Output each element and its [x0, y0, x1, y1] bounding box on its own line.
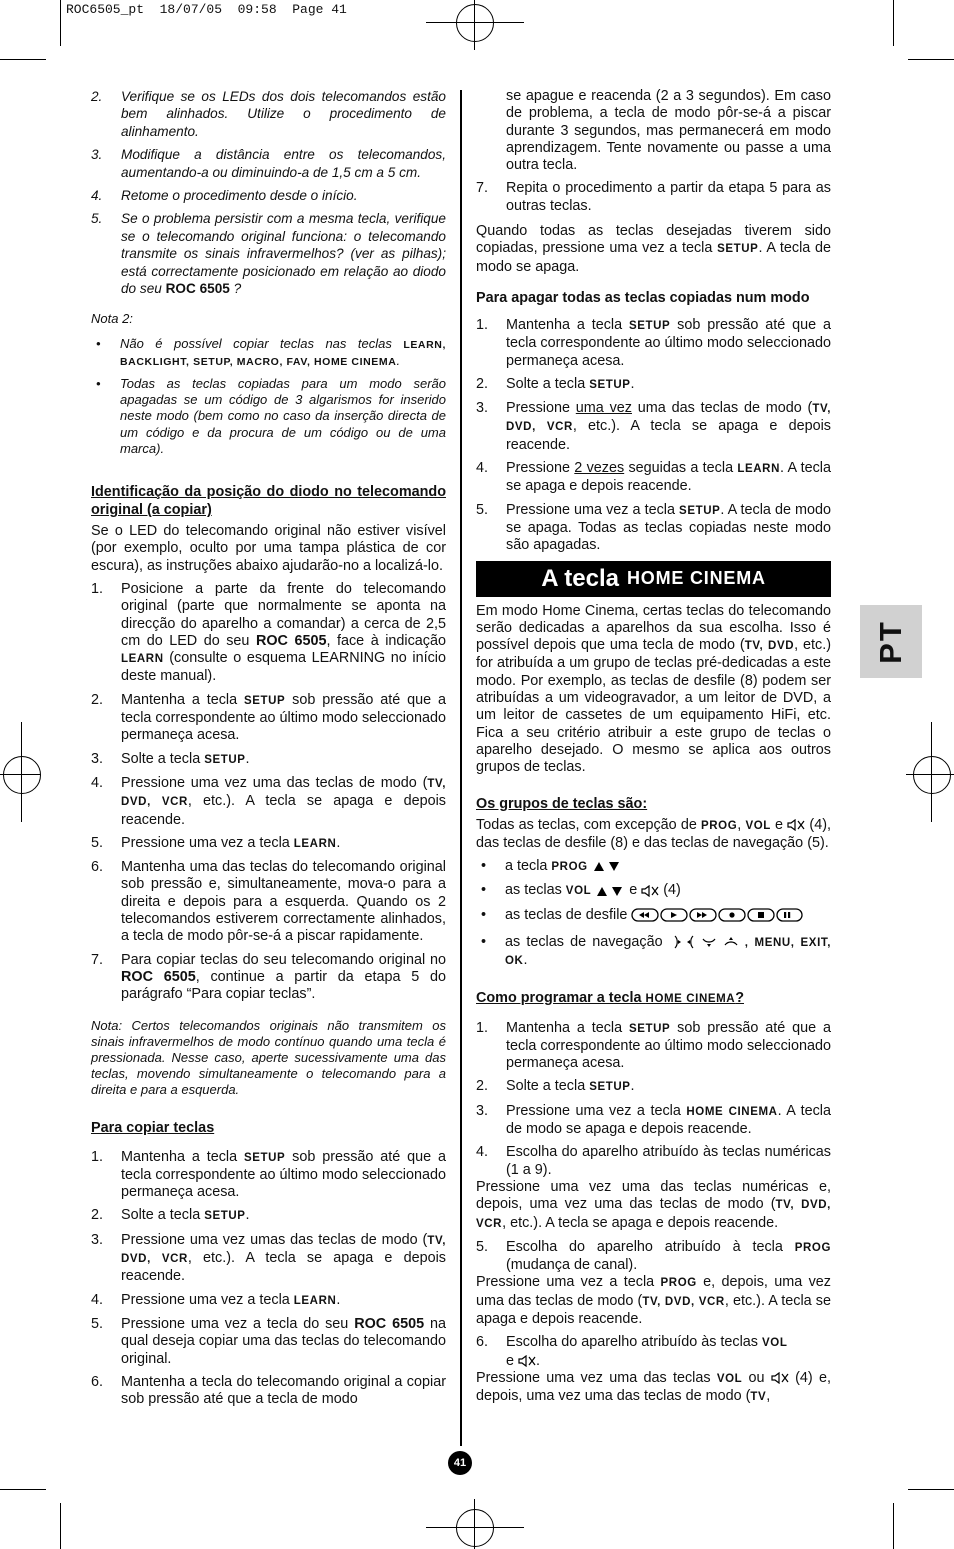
paragraph: Pressione uma vez a tecla PROG e, depois, uma vez uma das teclas de modo (TV, DVD, VCR, etc.). A tecla se apaga e depois reacende. — [476, 1274, 831, 1328]
left-column — [91, 88, 446, 1414]
step-item: 6. Mantenha uma das teclas do telecomando original sob pressão e, simultaneamente, mova-o para a direita e depois para a esquerda. Quando os 2 telecomandos estiverem correctamente alinhados, a tecla de modo pôr-se-á a piscar rapidamente. — [91, 859, 446, 945]
section-heading: Para apagar todas as teclas copiadas num modo — [476, 289, 810, 306]
language-tab: PT — [860, 605, 922, 678]
mute-icon — [787, 819, 805, 831]
print-header: ROC6505_pt 18/07/05 09:58 Page 41 — [66, 2, 347, 17]
step-item: 4. Pressione uma vez a tecla LEARN. — [91, 1291, 341, 1308]
bullet-item: • as teclas de navegação , MENU, EXIT, OK. — [481, 933, 832, 969]
crop-mark — [908, 59, 954, 60]
paragraph: Pressione uma vez uma das teclas numéricas e, depois, uma vez uma das teclas de modo (TV, DVD, VCR, etc.). A tecla se apaga e depois reacende. — [476, 1178, 831, 1231]
list-item: 2. Verifique se os LEDs dos dois telecomandos estão bem alinhados. Utilize o procedimento de alinhamento. — [91, 89, 446, 139]
step-item: 5. Escolha do aparelho atribuído à tecla PROG (mudança de canal). — [476, 1238, 831, 1274]
right-column — [476, 88, 831, 1413]
step-item: 7. Repita o procedimento a partir da etapa 5 para as outras teclas. — [476, 180, 831, 214]
step-item: 6. Escolha do aparelho atribuído às teclas VOL e . — [476, 1334, 788, 1369]
note: Nota: Certos telecomandos originais não transmitem os sinais infravermelhos de modo contínuo quando uma tecla é pressionada. Nesse caso, aperte sucessivamente uma das teclas, movendo simultaneamente o telecomando para a direita e para a esquerda. — [91, 1017, 446, 1098]
step-item: 7. Para copiar teclas do seu telecomando original no ROC 6505, continue a partir da etapa 5 do parágrafo “Para copiar teclas”. — [91, 951, 446, 1003]
navigation-keys-icon — [669, 934, 745, 950]
page-number: 41 — [448, 1451, 472, 1475]
mute-icon — [641, 885, 659, 897]
paragraph: Em modo Home Cinema, certas teclas do telecomando serão dedicadas a aparelhos da sua escolha. Isso é possível depois que uma tecla de modo (TV, DVD, etc.) for atribuída a um grupo de teclas pré-dedicadas a este modo. Por exemplo, as teclas de desfile (8) podem ser atribuídas a um videogravador, a um leitor de DVD, a um leitor de cassetes de um equipamento HiFi, etc. Fica a seu critério atribuir a este grupo de teclas o aparelho desejado. O mesmo se aplica aos outros grupos de teclas. — [476, 602, 832, 776]
note-label: Nota 2: — [91, 311, 133, 327]
crop-mark — [0, 59, 46, 60]
crop-mark — [893, 0, 894, 46]
step-item-continued: se apague e reacenda (2 a 3 segundos). Em caso de problema, a tecla de modo pôr-se-á a piscar durante 3 segundos, mas permanecerá em modo aprendizagem. Tente novamente ou passe a uma outra tecla. — [506, 88, 831, 174]
crop-mark — [0, 1489, 46, 1490]
up-down-arrows-icon — [592, 860, 622, 872]
crop-mark — [908, 1489, 954, 1490]
mute-icon — [771, 1372, 789, 1384]
step-item: 6. Mantenha a tecla do telecomando original a copiar sob pressão até que a tecla de modo — [91, 1373, 446, 1408]
step-item: 3. Pressione uma vez uma das teclas de modo (TV, DVD, VCR, etc.). A tecla se apaga e depois reacende. — [476, 400, 831, 453]
step-item: 5. Pressione uma vez a tecla LEARN. — [91, 834, 341, 851]
paragraph: Pressione uma vez uma das teclas VOL ou (4) e, depois, uma vez uma das teclas de modo (TV, — [476, 1369, 831, 1405]
step-item: 3. Pressione uma vez a tecla HOME CINEMA. A tecla de modo se apaga e depois reacende. — [476, 1102, 832, 1138]
step-item: 1. Mantenha a tecla SETUP sob pressão até que a tecla correspondente ao último modo seleccionado permaneça acesa. — [476, 1019, 831, 1072]
paragraph: Se o LED do telecomando original não estiver visível (por exemplo, oculto por uma tampa plástica de cor escura), as instruções abaixo ajudarão-no a localizá-lo. — [91, 523, 446, 574]
bullet-item: • Não é possível copiar teclas nas teclas LEARN, BACKLIGHT, SETUP, MACRO, FAV, HOME CINEMA. — [96, 335, 446, 368]
home-cinema-banner: A tecla HOME CINEMA — [476, 561, 831, 597]
step-item: 4. Pressione uma vez uma das teclas de modo (TV, DVD, VCR, etc.). A tecla se apaga e depois reacende. — [91, 774, 446, 828]
paragraph: Todas as teclas, com excepção de PROG, VOL e (4), das teclas de desfile (8) e das teclas de navegação (5). — [476, 816, 831, 851]
step-item: 2. Solte a tecla SETUP. — [91, 1207, 250, 1224]
step-item: 5. Pressione uma vez a tecla do seu ROC 6505 na qual deseja copiar uma das teclas do telecomando original. — [91, 1315, 446, 1367]
paragraph: Quando todas as teclas desejadas tiverem sido copiadas, pressione uma vez a tecla SETUP. A tecla de modo se apaga. — [476, 223, 831, 275]
step-item: 4. Escolha do aparelho atribuído às teclas numéricas (1 a 9). — [476, 1144, 831, 1178]
step-item: 4. Pressione 2 vezes seguidas a tecla LEARN. A tecla se apaga e depois reacende. — [476, 460, 831, 495]
column-divider — [460, 90, 462, 1446]
step-item: 3. Pressione uma vez umas das teclas de modo (TV, DVD, VCR, etc.). A tecla se apaga e depois reacende. — [91, 1231, 446, 1285]
list-item: 4. Retome o procedimento desde o início. — [91, 188, 358, 204]
section-heading: Como programar a tecla HOME CINEMA? — [476, 989, 744, 1006]
mute-icon — [518, 1355, 536, 1367]
step-item: 2. Solte a tecla SETUP. — [476, 375, 635, 392]
step-item: 2. Solte a tecla SETUP. — [476, 1078, 635, 1095]
list-item: 5. Se o problema persistir com a mesma tecla, verifique se o telecomando original funciona: o telecomando transmite os sinais infravermelhos? (ver as pilhas); está correctamente posicionado em relação ao diodo do seu ROC 6505 ? — [91, 211, 446, 297]
step-item: 1. Mantenha a tecla SETUP sob pressão até que a tecla correspondente ao último modo seleccionado permaneça acesa. — [476, 316, 831, 369]
section-heading: Para copiar teclas — [91, 1119, 215, 1136]
step-item: 2. Mantenha a tecla SETUP sob pressão até que a tecla correspondente ao último modo seleccionado permaneça acesa. — [91, 691, 446, 744]
transport-keys-icon — [631, 907, 803, 923]
crop-mark — [893, 1503, 894, 1549]
step-item: 3. Solte a tecla SETUP. — [91, 750, 250, 767]
bullet-item: • as teclas de desfile — [476, 907, 831, 924]
up-down-arrows-icon — [595, 885, 625, 897]
crop-mark — [60, 0, 61, 46]
step-item: 5. Pressione uma vez a tecla SETUP. A tecla de modo se apaga. Todas as teclas copiadas neste modo são apagadas. — [476, 501, 832, 554]
step-item: 1. Mantenha a tecla SETUP sob pressão até que a tecla correspondente ao último modo seleccionado permaneça acesa. — [91, 1148, 446, 1201]
crop-mark — [60, 1503, 61, 1549]
step-item: 1. Posicione a parte da frente do telecomando original (parte que normalmente se aponta na direcção do aparelho a comandar) a cerca de 2,5 cm do LED do seu ROC 6505, face à indicação LEARN (consulte o esquema LEARNING no início deste manual). — [91, 580, 447, 685]
section-heading: Identificação da posição do diodo no telecomando original (a copiar) — [91, 484, 446, 519]
bullet-item: • as teclas VOL e (4) — [481, 882, 681, 899]
bullet-item: • Todas as teclas copiadas para um modo serão apagadas se um código de 3 algarismos for inserido neste modo (bem como no caso da inserção directa de um código e da procura de um código ou de uma marca). — [96, 376, 446, 456]
bullet-item: • a tecla PROG — [476, 858, 831, 876]
section-heading: Os grupos de teclas são: — [476, 795, 648, 812]
list-item: 3. Modifique a distância entre os telecomandos, aumentando-a ou diminuindo-a de 1,5 cm a 5 cm. — [91, 147, 446, 180]
